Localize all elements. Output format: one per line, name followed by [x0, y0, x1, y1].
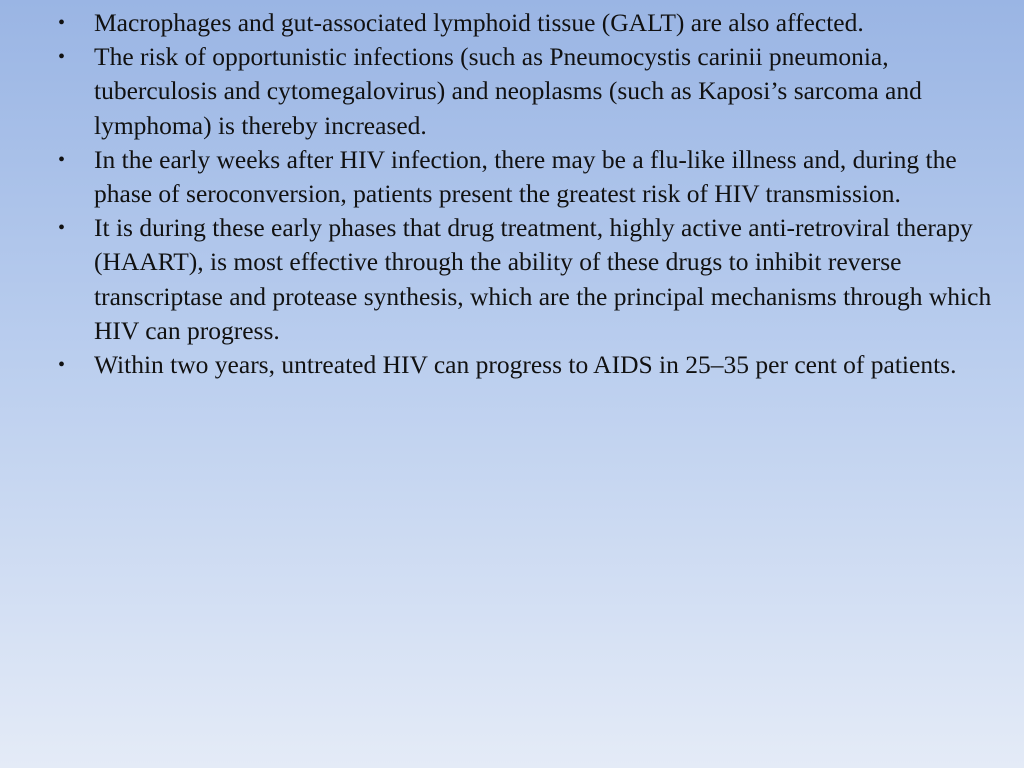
bullet-icon: • — [58, 12, 66, 34]
bullet-text: The risk of opportunistic infections (such as Pneumocystis carinii pneumonia, tuberculosis and cytomegalovirus) and neoplasms (such as Kaposi’s sarcoma and lymphoma) is thereby increased. — [94, 42, 922, 140]
bullet-icon: • — [58, 46, 66, 69]
bullet-item — [58, 40, 1018, 143]
bullet-text: In the early weeks after HIV infection, there may be a flu-like illness and, during the phase of seroconversion, patients present the greatest risk of HIV transmission. — [94, 144, 957, 209]
bullet-icon: • — [58, 217, 66, 240]
bullet-item — [58, 348, 1018, 382]
bullet-item — [58, 6, 1018, 40]
bullet-icon: • — [58, 354, 66, 377]
bullet-text: Macrophages and gut-associated lymphoid tissue (GALT) are also affected. — [94, 8, 864, 37]
bullet-text: It is during these early phases that drug treatment, highly active anti-retroviral therapy (HAART), is most effective through the ability of these drugs to inhibit reverse transcriptase and protease synthesis, which are the principal mechanisms through which HIV can progress. — [94, 213, 992, 345]
bullet-text: Within two years, untreated HIV can progress to AIDS in 25–35 per cent of patients. — [94, 350, 957, 380]
bullet-item — [58, 143, 1018, 211]
bullet-item — [58, 211, 1018, 348]
bullet-icon: • — [58, 148, 66, 171]
bullet-list — [58, 6, 1018, 382]
